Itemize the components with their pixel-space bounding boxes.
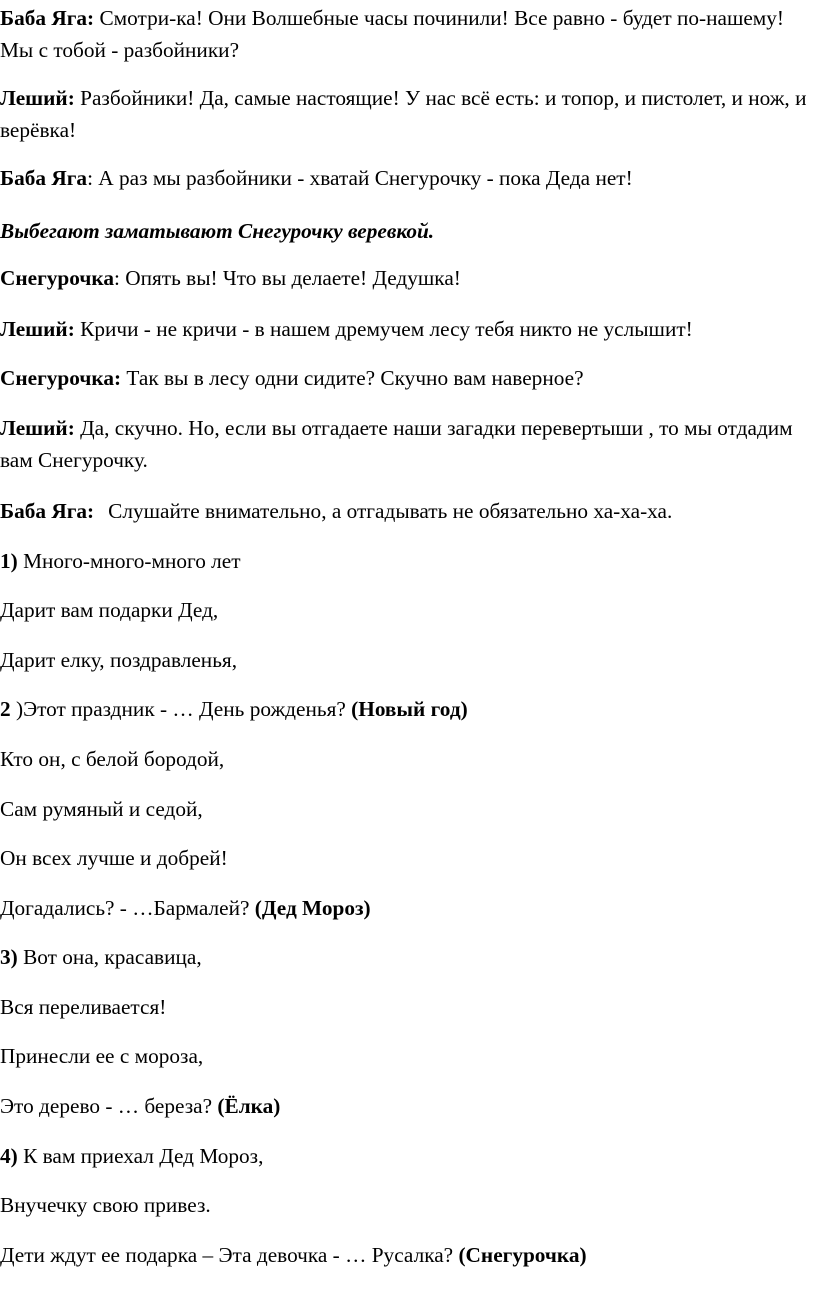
- riddle-line: [0, 1239, 812, 1271]
- riddle-line: [0, 693, 812, 725]
- dialogue-line-2: [0, 82, 812, 146]
- speaker-name: Баба Яга: [0, 166, 88, 190]
- line-text: Да, скучно. Но, если вы отгадаете наши загадки перевертыши , то мы отдадим вам Снегурочку.: [0, 416, 793, 472]
- riddle-text: Сам румяный и седой,: [0, 797, 203, 821]
- riddle-line: [0, 1140, 812, 1172]
- line-text: : А раз мы разбойники - хватай Снегурочку - пока Деда нет!: [87, 166, 633, 190]
- line-text: Разбойники! Да, самые настоящие! У нас всё есть: и топор, и пистолет, и нож, и верёвка!: [0, 86, 807, 142]
- riddle-line: [0, 941, 812, 973]
- riddle-number: 4): [0, 1144, 18, 1168]
- speaker-name: Баба Яга:: [0, 6, 95, 30]
- dialogue-line-3: [0, 162, 812, 194]
- speaker-name: Снегурочка: [0, 266, 114, 290]
- riddle-line: [0, 793, 812, 825]
- riddle-text: Дарит вам подарки Дед,: [0, 598, 219, 622]
- riddle-answer: (Дед Мороз): [254, 896, 371, 920]
- riddle-line: [0, 842, 812, 874]
- riddle-text: Внучечку свою привез.: [0, 1193, 211, 1217]
- riddle-text: Много-много-много лет: [17, 549, 241, 573]
- riddle-line: [0, 1090, 812, 1122]
- riddle-text: )Этот праздник - … День рожденья?: [10, 697, 352, 721]
- dialogue-line-7: [0, 362, 812, 394]
- line-text: : Опять вы! Что вы делаете! Дедушка!: [113, 266, 461, 290]
- dialogue-line-8: [0, 412, 812, 476]
- dialogue-line-6: [0, 313, 812, 345]
- riddle-text: Это дерево - … береза?: [0, 1094, 218, 1118]
- riddle-line: [0, 991, 812, 1023]
- riddle-answer: (Ёлка): [217, 1094, 281, 1118]
- riddle-text: Кто он, с белой бородой,: [0, 747, 225, 771]
- riddle-text: Дети ждут ее подарка – Эта девочка - … Русалка?: [0, 1243, 459, 1267]
- speaker-name: Леший:: [0, 416, 75, 440]
- riddle-number: 1): [0, 549, 18, 573]
- riddle-number: 3): [0, 945, 18, 969]
- speaker-name: Леший:: [0, 86, 75, 110]
- riddle-line: [0, 892, 812, 924]
- riddle-answer: (Снегурочка): [458, 1243, 587, 1267]
- riddle-number: 2: [0, 697, 11, 721]
- riddle-answer: (Новый год): [351, 697, 468, 721]
- riddle-text: Дарит елку, поздравленья,: [0, 648, 238, 672]
- riddle-line: [0, 743, 812, 775]
- speaker-name: Леший:: [0, 317, 75, 341]
- line-text: Смотри-ка! Они Волшебные часы починили! Все равно - будет по-нашему! Мы с тобой - разбойники?: [0, 6, 785, 62]
- riddle-line: [0, 545, 812, 577]
- speaker-name: Снегурочка:: [0, 366, 122, 390]
- line-text: Слушайте внимательно, а отгадывать не обязательно ха-ха-ха.: [108, 499, 673, 523]
- dialogue-line-5: [0, 262, 812, 294]
- riddle-text: Принесли ее с мороза,: [0, 1044, 204, 1068]
- riddle-text: Он всех лучше и добрей!: [0, 846, 228, 870]
- line-text: Кричи - не кричи - в нашем дремучем лесу тебя никто не услышит!: [74, 317, 693, 341]
- riddle-line: [0, 1040, 812, 1072]
- speaker-name: Баба Яга:: [0, 499, 95, 523]
- dialogue-line-1: [0, 2, 812, 66]
- riddle-text: Вся переливается!: [0, 995, 167, 1019]
- riddle-line: [0, 644, 812, 676]
- riddle-text: Вот она, красавица,: [17, 945, 202, 969]
- riddle-line: [0, 594, 812, 626]
- line-text: Так вы в лесу одни сидите? Скучно вам наверное?: [121, 366, 584, 390]
- riddle-line: [0, 1189, 812, 1221]
- riddle-text: Догадались? - …Бармалей?: [0, 896, 255, 920]
- stage-direction: Выбегают заматывают Снегурочку веревкой.: [0, 219, 435, 243]
- dialogue-line-9: [0, 495, 812, 527]
- riddle-text: К вам приехал Дед Мороз,: [17, 1144, 264, 1168]
